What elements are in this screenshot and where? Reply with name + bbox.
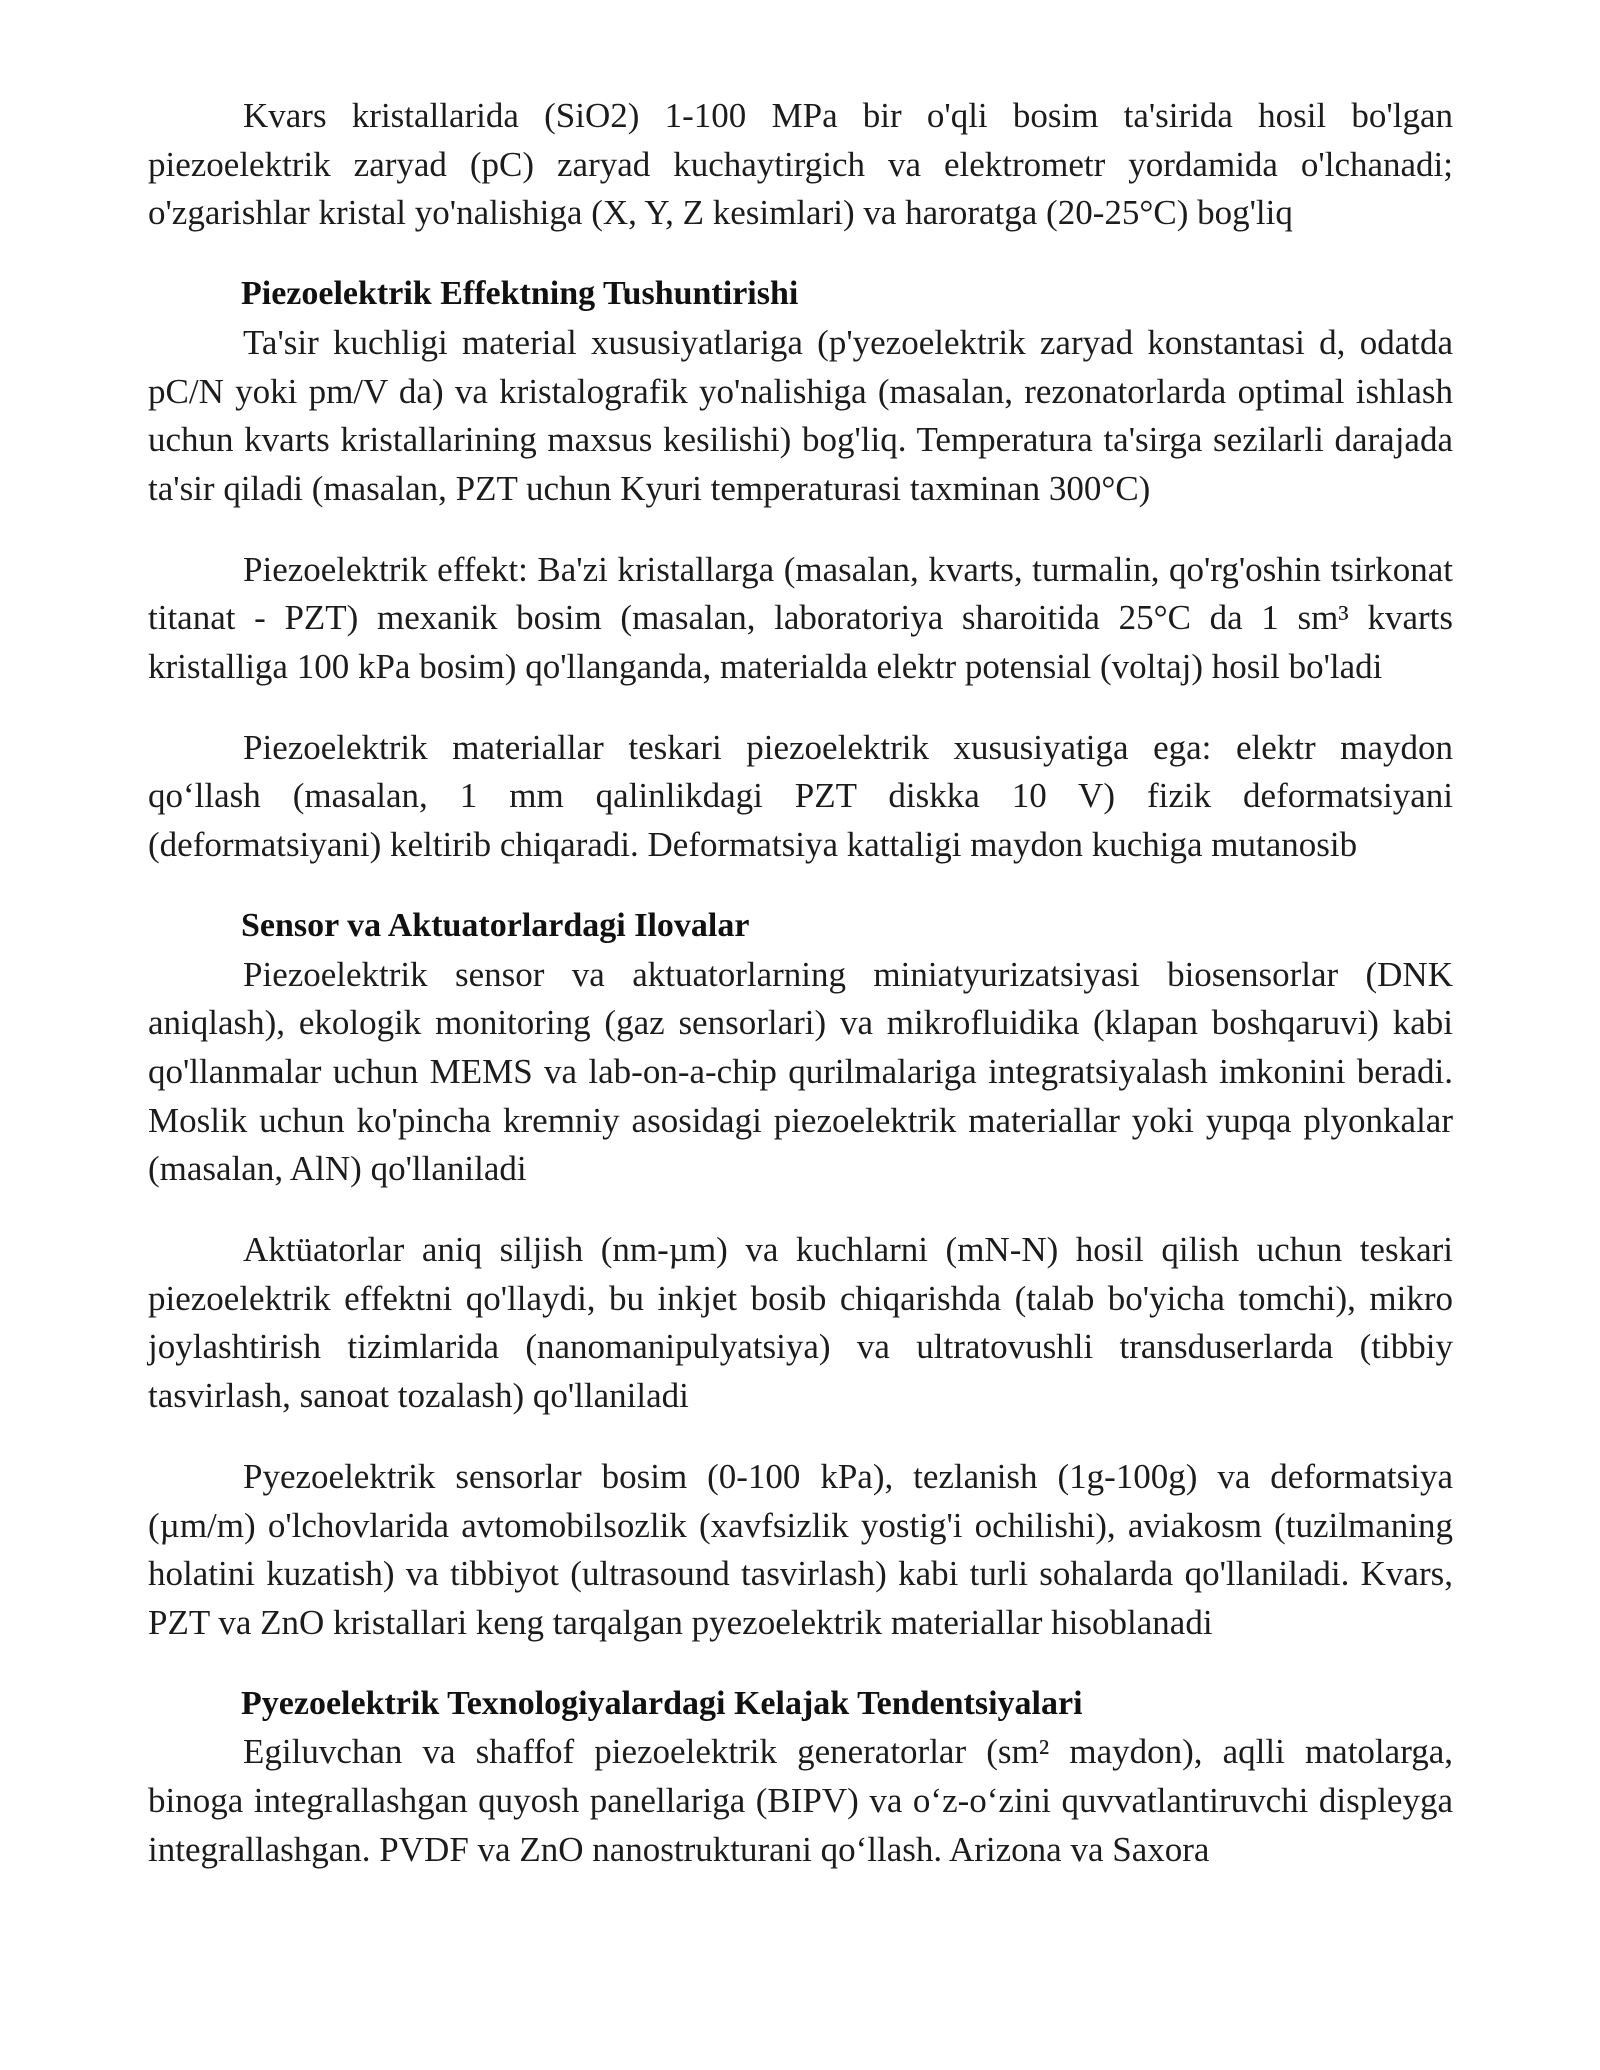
paragraph-quartz-measurement: Kvars kristallarida (SiO2) 1-100 MPa bir o'qli bosim ta'sirida hosil bo'lgan piezoelektrik zaryad (pC) zaryad kuchaytirgich va elektrometr yordamida o'lchanadi; o'zgarishlar kristal yo'nalishiga (X, Y, Z kesimlari) va haroratga (20-25°C) bog'liq <box>148 96 1453 233</box>
heading-applications: Sensor va Aktuatorlardagi Ilovalar <box>241 906 750 944</box>
paragraph-sensors: Pyezoelektrik sensorlar bosim (0-100 kPa), tezlanish (1g-100g) va deformatsiya (µm/m) o'lchovlarida avtomobilsozlik (xavfsizlik yostig'i ochilishi), aviakosm (tuzilmaning holatini kuzatish) va tibbiyot (ultrasound tasvirlash) kabi turli sohalarda qo'llaniladi. Kvars, PZT va ZnO kristallari keng tarqalgan pyezoelektrik materiallar hisoblanadi <box>148 1456 1453 1642</box>
paragraph-inverse-effect: Piezoelektrik materiallar teskari piezoelektrik xususiyatiga ega: elektr maydon qo‘llash (masalan, 1 mm qalinlikdagi PZT diskka 10 V) fizik deformatsiyani (deformatsiyani) keltirib chiqaradi. Deformatsiya kattaligi maydon kuchiga mutanosib <box>148 727 1453 865</box>
paragraph-miniaturization: Piezoelektrik sensor va aktuatorlarning miniatyurizatsiyasi biosensorlar (DNK aniqlash), ekologik monitoring (gaz sensorlari) va mikrofluidika (klapan boshqaruvi) kabi qo'llanmalar uchun MEMS va lab-on-a-chip qurilmalariga integratsiyalash imkonini beradi. Moslik uchun ko'pincha kremniy asosidagi piezoelektrik materiallar yoki yupqa plyonkalar (masalan, AlN) qo'llaniladi <box>148 954 1453 1189</box>
heading-effect-explanation: Piezoelektrik Effektning Tushuntirishi <box>241 275 799 313</box>
document-body <box>148 92 1453 1875</box>
heading-future-trends: Pyezoelektrik Texnologiyalardagi Kelajak Tendentsiyalari <box>241 1684 1083 1722</box>
paragraph-actuators: Aktüatorlar aniq siljish (nm-µm) va kuchlarni (mN-N) hosil qilish uchun teskari piezoelektrik effektni qo'llaydi, bu inkjet bosib chiqarishda (talab bo'yicha tomchi), mikro joylashtirish tizimlarida (nanomanipulyatsiya) va ultratovushli transduserlarda (tibbiy tasvirlash, sanoat tozalash) qo'llaniladi <box>148 1230 1453 1416</box>
paragraph-piezo-effect: Piezoelektrik effekt: Ba'zi kristallarga (masalan, kvarts, turmalin, qo'rg'oshin tsirkonat titanat - PZT) mexanik bosim (masalan, laboratoriya sharoitida 25°C da 1 sm³ kvarts kristalliga 100 kPa bosim) qo'llanganda, materialda elektr potensial (voltaj) hosil bo'ladi <box>148 549 1453 687</box>
paragraph-effect-strength: Ta'sir kuchligi material xususiyatlariga (p'yezoelektrik zaryad konstantasi d, odatda pC/N yoki pm/V da) va kristalografik yo'nalishiga (masalan, rezonatorlarda optimal ishlash uchun kvarts kristallarining maxsus kesilishi) bog'liq. Temperatura ta'sirga sezilarli darajada ta'sir qiladi (masalan, PZT uchun Kyuri temperaturasi taxminan 300°C) <box>148 322 1453 508</box>
paragraph-flexible-generators: Egiluvchan va shaffof piezoelektrik generatorlar (sm² maydon), aqlli matolarga, binoga integrallashgan quyosh panellariga (BIPV) va o‘z-o‘zini quvvatlantiruvchi displeyga integrallashgan. PVDF va ZnO nanostrukturani qo‘llash. Arizona va Saxora <box>148 1732 1453 1869</box>
